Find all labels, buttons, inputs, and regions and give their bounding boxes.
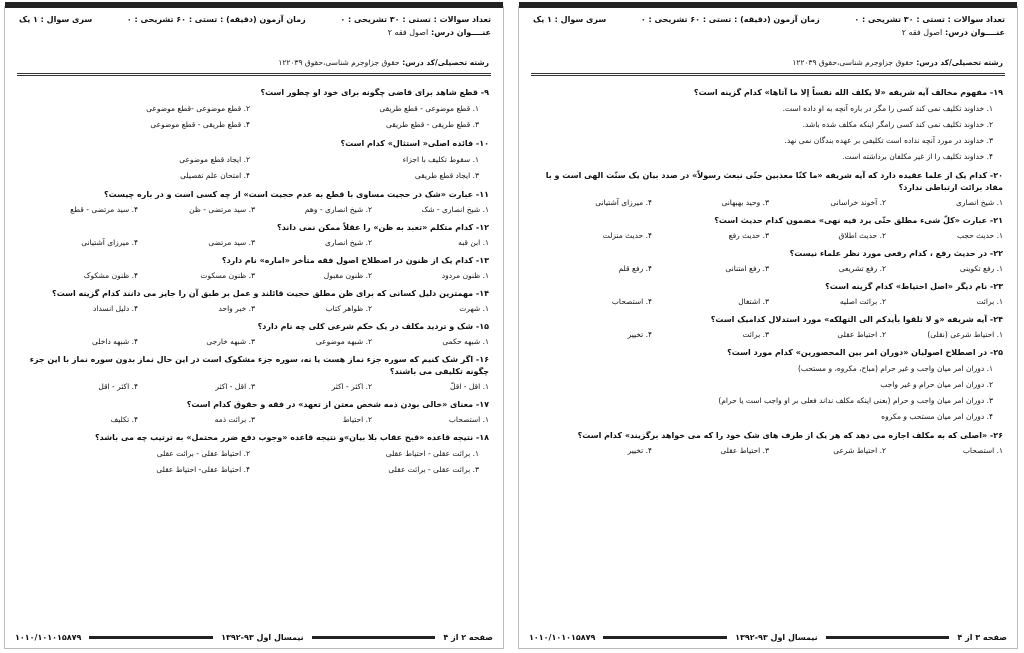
field-info: [792, 58, 1003, 67]
answer-option: ۱. خداوند تکلیف نمی کند کسی را مگر در باره آنچه به او داده است.: [782, 104, 993, 113]
answer-option: ۴. رفع قلم: [618, 264, 652, 273]
answer-option: ۳. برائت عقلی - برائت عقلی: [388, 465, 479, 474]
field-value: حقوق جزاوجرم شناسی،حقوق ۱۲۲۰۳۹: [278, 58, 400, 67]
page-header: [19, 15, 491, 47]
answer-option: ۴. شبهه داخلی: [91, 337, 138, 346]
answer-option: ۳. سید مرتضی: [208, 238, 255, 247]
answer-option: ۳. اقل - اکثر: [215, 382, 255, 391]
question-text: ۲۵- در اصطلاح اصولیان «دوران امر بین المحصورین» کدام مورد است؟: [727, 348, 1003, 357]
answer-options: [21, 236, 489, 250]
term-label: نیمسال اول ۹۳-۱۳۹۲: [221, 632, 304, 642]
answer-option: ۱. استصحاب: [448, 415, 489, 424]
answer-option: ۴. حدیث منزلت: [602, 231, 652, 240]
answer-option: ۲. احتیاط: [342, 415, 372, 424]
question-item: [535, 347, 1003, 425]
question-item: [535, 87, 1003, 165]
answer-option: ۲. رفع تشریعی: [838, 264, 886, 273]
exam-page-left: [4, 6, 504, 649]
answer-options: [535, 262, 1003, 276]
answer-options: [535, 295, 1003, 309]
footer-bar: [603, 636, 727, 639]
exam-code: ۱۰۱۰/۱۰۱۰۱۵۸۷۹: [14, 632, 82, 642]
answer-option: ۱. شیخ انصاری: [955, 198, 1003, 207]
answer-option: ۱. حدیث حجب: [956, 231, 1003, 240]
term-label: نیمسال اول ۹۳-۱۳۹۲: [735, 632, 818, 642]
answer-option: ۲. ظواهر کتاب: [325, 304, 372, 313]
question-item: [21, 87, 489, 133]
answer-option: ۲. احتیاط عقلی: [837, 330, 886, 339]
field-label: رشته تحصیلی/کد درس:: [916, 58, 1003, 67]
answer-option: ۲. قطع موضوعی -قطع موضوعی: [146, 104, 250, 113]
question-text: ۱۱- عبارت «شک در حجیت مساوی با قطع به عدم حجیت است» از چه کسی است و در باره چیست؟: [103, 190, 489, 199]
answer-options: [21, 101, 489, 133]
question-item: [535, 215, 1003, 243]
question-text: ۲۳- نام دیگر «اصل احتیاط» کدام گزینه است؟: [825, 282, 1003, 291]
page-footer: [529, 630, 1007, 644]
answer-option: ۳. قطع طریقی - قطع طریقی: [386, 120, 479, 129]
answer-option: ۴. دوران امر میان مستحب و مکروه: [881, 412, 993, 421]
answer-options: [21, 413, 489, 427]
page-number: صفحه ۳ از ۴: [957, 632, 1007, 642]
answer-option: ۲. احتیاط شرعی: [833, 446, 886, 455]
answer-option: ۲. ایجاد قطع موضوعی: [179, 155, 250, 164]
answer-option: ۴. قطع طریقی - قطع موضوعی: [150, 120, 250, 129]
answer-option: ۳. دوران امر میان واجب و حرام (بعنی اینکه مکلف نداند فعلی بر او واجب است یا حرام): [718, 396, 993, 405]
answer-option: ۳. برائت ذمه: [214, 415, 255, 424]
answer-option: ۲. احتیاط عقلی - برائت عقلی: [156, 449, 250, 458]
answer-options: [21, 269, 489, 283]
course-label: عنــــوان درس:: [431, 28, 491, 37]
header-divider: [531, 73, 1005, 74]
answer-option: ۱. احتیاط شرعی (نقلی): [927, 330, 1003, 339]
answer-option: ۴. اکثر - اقل: [98, 382, 138, 391]
question-text: ۱۴- مهمترین دلیل کسانی که برای ظن مطلق حجیت قائلند و عمل بر طبق آن را جایز می دانند کدام گزینه است؟: [52, 289, 489, 298]
field-label: رشته تحصیلی/کد درس:: [402, 58, 489, 67]
exam-page-right: [518, 6, 1018, 649]
page-number: صفحه ۲ از ۴: [443, 632, 493, 642]
series-label: سری سوال : ۱ یک: [533, 15, 607, 24]
answer-option: ۲. ظنون مقبول: [323, 271, 372, 280]
question-item: [21, 189, 489, 217]
top-border: [519, 2, 1017, 8]
answer-option: ۱. استصحاب: [962, 446, 1003, 455]
question-text: ۲۴- آیه شریفه «و لا تلقوا بأیدکم الی التهلکه» مورد استدلال کدامیک است؟: [710, 315, 1003, 324]
question-item: [535, 430, 1003, 458]
answer-options: [21, 152, 489, 184]
question-text: ۱۵- شک و تردید مکلف در یک حکم شرعی کلی چه نام دارد؟: [257, 322, 489, 331]
question-text: ۲۰- کدام یک از علما عقیده دارد که آیه شریفه «ما کنّا معذبین حتّی نبعث رسولاً» در صدد بیان یک سنّت الهی است و با مفاد برائت ارتباطی ندارد؟: [545, 171, 1003, 192]
answer-option: ۱. شهرت: [459, 304, 489, 313]
answer-option: ۱. دوران امر میان واجب و غیر حرام (مباح، مکروه، و مستحب): [797, 364, 993, 373]
answer-option: ۴. تخییر: [627, 330, 652, 339]
answer-option: ۲. آخوند خراسانی: [830, 198, 886, 207]
header-divider: [17, 73, 491, 74]
question-item: [21, 432, 489, 478]
answer-option: ۲. شیخ انصاری: [324, 238, 372, 247]
answer-option: ۲. برائت اصلیه: [839, 297, 886, 306]
answer-option: ۱. رفع تکوینی: [959, 264, 1003, 273]
footer-bar: [826, 636, 950, 639]
question-item: [21, 354, 489, 394]
page-footer: [15, 630, 493, 644]
answer-option: ۴. دلیل انسداد: [93, 304, 138, 313]
top-border: [5, 2, 503, 8]
answer-option: ۴. تخییر: [627, 446, 652, 455]
question-item: [535, 170, 1003, 210]
exam-time: زمان آزمون (دقیقه) : تستی : ۶۰ تشریحی : ۰: [126, 15, 306, 24]
answer-option: ۴. ظنون مشکوک: [83, 271, 138, 280]
answer-options: [21, 335, 489, 349]
answer-option: ۴. احتیاط عقلی- احتیاط عقلی: [156, 465, 250, 474]
answer-options: [535, 444, 1003, 458]
answer-option: ۲. خداوند تکلیف نمی کند کسی رامگر اینکه مکلف شده باشد.: [802, 120, 993, 129]
answer-option: ۳. سید مرتضی - ظن: [189, 205, 255, 214]
answer-option: ۳. وحید بهبهانی: [721, 198, 769, 207]
field-info: [278, 58, 489, 67]
answer-option: ۴. خداوند تکلیف را از غیر مکلفان برداشته است.: [842, 152, 993, 161]
question-text: ۱۲- کدام متکلم «تعبد به ظن» را عقلاً ممکن نمی داند؟: [277, 223, 489, 232]
answer-option: ۴. میرزای آشتیانی: [595, 198, 652, 207]
question-count: تعداد سوالات : تستی : ۳۰ تشریحی : ۰: [854, 15, 1005, 24]
header-divider: [17, 75, 491, 76]
question-text: ۲۶- «اصلی که به مکلف اجازه می دهد که هر یک از طرف های شک خود را که می خواهد برگزیند» کدام است؟: [577, 431, 1003, 440]
answer-option: ۳. برائت: [742, 330, 769, 339]
question-text: ۹- قطع شاهد برای قاضی چگونه برای خود او چطور است؟: [260, 88, 489, 97]
answer-option: ۴. استصحاب: [611, 297, 652, 306]
question-item: [21, 222, 489, 250]
course-label: عنــــوان درس:: [945, 28, 1005, 37]
answer-option: ۴. میرزای آشتیانی: [81, 238, 138, 247]
answer-option: ۱. شیخ انصاری - شک: [421, 205, 489, 214]
question-text: ۱۷- معنای «خالی بودن ذمه شخص معتن از تعهد» در فقه و حقوق کدام است؟: [186, 400, 489, 409]
answer-option: ۳. ایجاد قطع طریقی: [414, 171, 479, 180]
header-divider: [531, 75, 1005, 76]
answer-option: ۲. دوران امر میان حرام و غیر واجب: [880, 380, 993, 389]
answer-option: ۲. حدیث اطلاق: [838, 231, 886, 240]
question-item: [21, 255, 489, 283]
answer-option: ۳. شبهه خارجی: [206, 337, 255, 346]
answer-option: ۴. سید مرتضی - قطع: [70, 205, 138, 214]
answer-option: ۱. قطع موضوعی - قطع طریقی: [379, 104, 479, 113]
question-item: [21, 399, 489, 427]
answer-option: ۱. سقوط تکلیف با اجزاء: [402, 155, 479, 164]
answer-option: ۳. رفع امتنانی: [725, 264, 769, 273]
question-item: [535, 248, 1003, 276]
answer-option: ۴. تکلیف: [110, 415, 138, 424]
question-count: تعداد سوالات : تستی : ۳۰ تشریحی : ۰: [340, 15, 491, 24]
answer-option: ۱. ظنون مردود: [441, 271, 489, 280]
field-value: حقوق جزاوجرم شناسی،حقوق ۱۲۲۰۳۹: [792, 58, 914, 67]
question-text: ۱۰- فائده اصلی« استثال» کدام است؟: [340, 139, 489, 148]
question-text: ۱۸- نتیجه قاعده «قبح عقاب بلا بیان»و نتیجه قاعده «وجوب دفع ضرر محتمل» به ترتیب چه می باشد؟: [95, 433, 489, 442]
question-list: [535, 87, 1003, 626]
question-text: ۱۳- کدام یک از ظنون در اصطلاح اصول فقه متأخر «اماره» نام دارد؟: [221, 256, 489, 265]
question-item: [21, 321, 489, 349]
exam-time: زمان آزمون (دقیقه) : تستی : ۶۰ تشریحی : ۰: [640, 15, 820, 24]
answer-options: [535, 229, 1003, 243]
question-item: [21, 138, 489, 184]
answer-option: ۱. ابن قبه: [458, 238, 489, 247]
question-text: ۱۶- اگر شک کنیم که سوره جزء نماز هست یا نه، سوره جزء مشکوک است در این حال نماز بدون سوره نماز با این جزء چگونه تکلیفی می باشند؟: [29, 355, 489, 376]
question-text: ۲۱- عبارت «کلّ شیء مطلق حتّی یرد فیه نهی» مضمون کدام حدیث است؟: [714, 216, 1003, 225]
answer-option: ۳. احتیاط عقلی: [720, 446, 769, 455]
answer-option: ۲. اکثر - اکثر: [331, 382, 372, 391]
answer-option: ۳. خبر واحد: [218, 304, 255, 313]
answer-option: ۱. شبهه حکمی: [442, 337, 489, 346]
question-item: [21, 288, 489, 316]
answer-options: [21, 302, 489, 316]
answer-option: ۲. شیخ انصاری - وهم: [304, 205, 372, 214]
question-text: ۲۲- در حدیث رفع ، کدام رفعی مورد نظر علماء نیست؟: [789, 249, 1003, 258]
answer-options: [21, 203, 489, 217]
question-text: ۱۹- مفهوم مخالف آیه شریفه «لا یکلف الله نفساً إلا ما آتاها» کدام گزینه است؟: [693, 88, 1003, 97]
answer-options: [535, 196, 1003, 210]
exam-code: ۱۰۱۰/۱۰۱۰۱۵۸۷۹: [528, 632, 596, 642]
answer-options: [535, 328, 1003, 342]
answer-option: ۳. ظنون مسکوت: [200, 271, 255, 280]
answer-option: ۳. خداوند در مورد آنچه نداده است تکلیفی بر عهده بندگان نمی نهد.: [784, 136, 993, 145]
answer-option: ۲. شبهه موضوعی: [315, 337, 372, 346]
question-item: [535, 281, 1003, 309]
page-header: [533, 15, 1005, 47]
answer-options: [21, 446, 489, 478]
answer-option: ۱. برائت: [976, 297, 1003, 306]
answer-option: ۱. اقل - اقلّ: [450, 382, 489, 391]
course-name: اصول فقه ۲: [901, 28, 943, 37]
answer-options: [535, 361, 1003, 425]
answer-option: ۴. امتحان علم تفصیلی: [180, 171, 250, 180]
answer-options: [21, 380, 489, 394]
footer-bar: [312, 636, 436, 639]
answer-option: ۳. اشتغال: [738, 297, 769, 306]
answer-options: [535, 101, 1003, 165]
question-list: [21, 87, 489, 626]
footer-bar: [89, 636, 213, 639]
answer-option: ۱. برائت عقلی - احتیاط عقلی: [385, 449, 479, 458]
course-name: اصول فقه ۲: [387, 28, 429, 37]
answer-option: ۳. حدیث رفع: [728, 231, 769, 240]
question-item: [535, 314, 1003, 342]
series-label: سری سوال : ۱ یک: [19, 15, 93, 24]
